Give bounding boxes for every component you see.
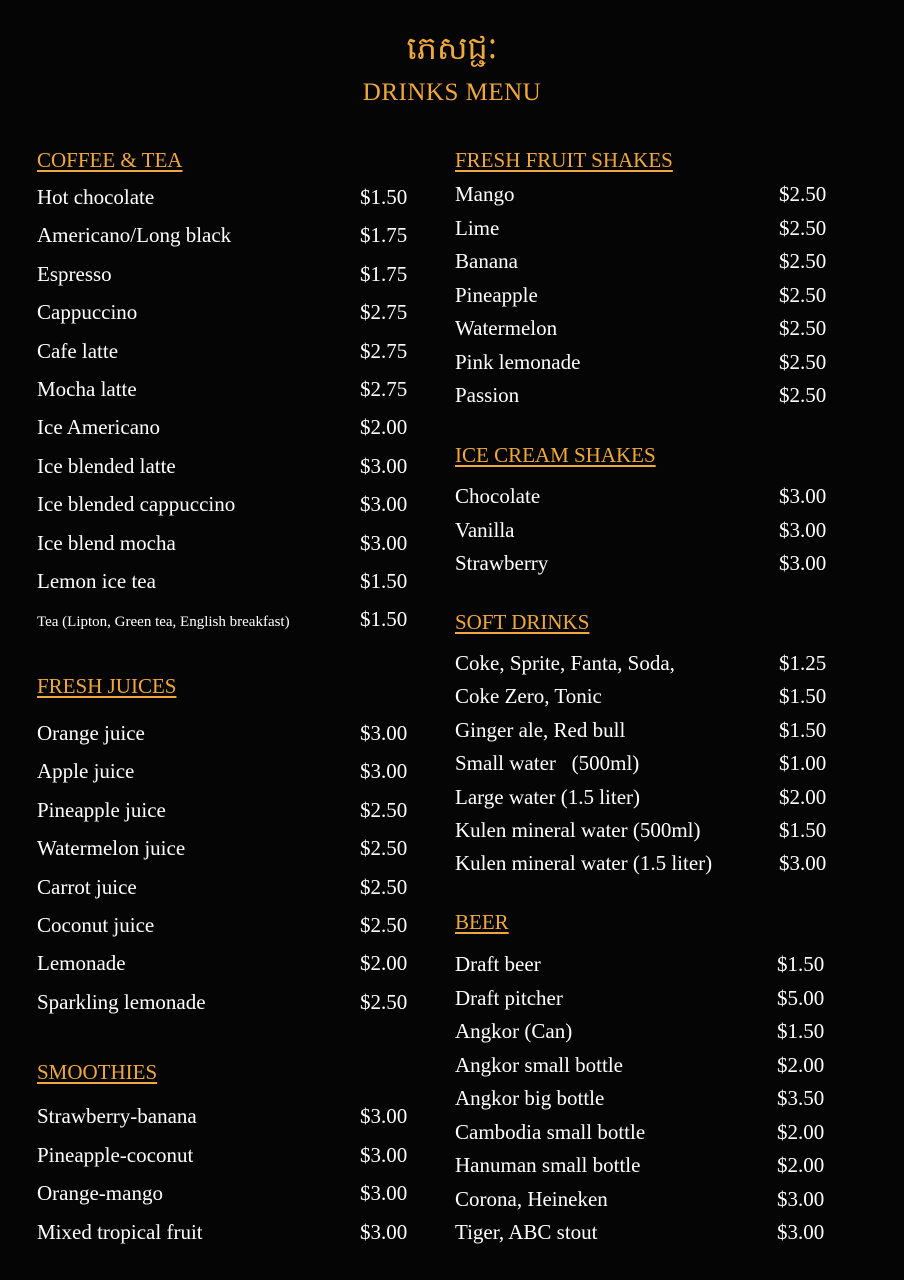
item-name: Ice blended latte bbox=[37, 453, 176, 478]
item-price: $2.50 bbox=[360, 797, 408, 822]
item-name: Tiger, ABC stout bbox=[455, 1220, 598, 1244]
item-price: $2.50 bbox=[360, 836, 408, 861]
item-price: $2.50 bbox=[779, 182, 827, 206]
item-name: Banana bbox=[455, 249, 518, 273]
item-name: Watermelon bbox=[455, 316, 558, 340]
item-name: Pineapple juice bbox=[37, 797, 166, 822]
item-price: $1.25 bbox=[779, 651, 827, 675]
item-name: Pink lemonade bbox=[455, 349, 581, 374]
section-fresh-juices bbox=[37, 674, 417, 1014]
item-price: $3.00 bbox=[779, 851, 827, 876]
section-title: FRESH FRUIT SHAKES bbox=[455, 148, 673, 172]
item-price: $3.00 bbox=[779, 551, 827, 575]
item-name: Lemon ice tea bbox=[37, 569, 156, 593]
item-price: $1.50 bbox=[779, 684, 827, 709]
item-price: $1.50 bbox=[777, 1019, 825, 1043]
item-name: Small water (500ml) bbox=[455, 751, 640, 776]
item-price: $2.75 bbox=[360, 338, 408, 363]
item-price: $2.50 bbox=[779, 383, 827, 407]
item-price: $2.50 bbox=[360, 989, 408, 1014]
item-name: Angkor (Can) bbox=[455, 1019, 573, 1043]
item-name: Passion bbox=[455, 383, 520, 407]
section-fresh-fruit-shakes bbox=[455, 148, 845, 418]
item-price: $1.50 bbox=[779, 818, 827, 842]
page-title: DRINKS MENU bbox=[362, 79, 542, 106]
item-name: Kulen mineral water (500ml) bbox=[455, 818, 701, 842]
section-title: FRESH JUICES bbox=[37, 674, 177, 698]
item-price: $1.50 bbox=[779, 717, 827, 742]
item-name: Cambodia small bottle bbox=[455, 1119, 646, 1144]
section-title: SOFT DRINKS bbox=[455, 610, 590, 634]
khmer-title: ភេសជ្ជៈ bbox=[406, 29, 498, 67]
item-price: $1.75 bbox=[360, 261, 408, 286]
item-name: Kulen mineral water (1.5 liter) bbox=[455, 851, 713, 876]
item-name: Orange-mango bbox=[37, 1181, 163, 1206]
item-price: $3.00 bbox=[360, 1181, 408, 1206]
item-name: Large water (1.5 liter) bbox=[455, 784, 641, 809]
section-title: ICE CREAM SHAKES bbox=[455, 443, 656, 467]
item-price: $2.00 bbox=[777, 1119, 825, 1144]
item-name: Hanuman small bottle bbox=[455, 1153, 641, 1177]
item-name: Sparkling lemonade bbox=[37, 989, 206, 1014]
item-name: Orange juice bbox=[37, 721, 145, 745]
section-title: SMOOTHIES bbox=[37, 1060, 158, 1084]
item-name: Cafe latte bbox=[37, 338, 119, 363]
item-name: Vanilla bbox=[455, 517, 515, 542]
item-price: $3.00 bbox=[360, 759, 408, 784]
item-price: $3.00 bbox=[360, 721, 408, 745]
item-price: $2.00 bbox=[360, 951, 408, 976]
item-name: Americano/Long black bbox=[37, 223, 232, 248]
item-name: Coconut juice bbox=[37, 913, 155, 937]
section-smoothies bbox=[37, 1060, 417, 1250]
item-price: $2.50 bbox=[779, 316, 827, 340]
menu-header bbox=[0, 28, 904, 108]
item-name: Angkor big bottle bbox=[455, 1086, 605, 1110]
section-title: COFFEE & TEA bbox=[37, 148, 183, 172]
item-name: Ice Americano bbox=[37, 415, 161, 440]
item-price: $2.00 bbox=[360, 415, 408, 440]
item-price: $3.00 bbox=[777, 1220, 825, 1244]
item-price: $1.50 bbox=[360, 569, 408, 593]
item-name: Angkor small bottle bbox=[455, 1052, 623, 1077]
item-price: $1.75 bbox=[360, 223, 408, 248]
item-price: $1.00 bbox=[779, 751, 827, 776]
item-price: $3.00 bbox=[779, 484, 827, 508]
item-name: Coke Zero, Tonic bbox=[455, 684, 602, 709]
item-price: $2.75 bbox=[360, 300, 408, 325]
item-price: $2.50 bbox=[360, 913, 408, 937]
item-price: $1.50 bbox=[360, 607, 408, 632]
item-price: $2.50 bbox=[779, 282, 827, 307]
item-name: Mango bbox=[455, 182, 515, 206]
item-name: Carrot juice bbox=[37, 874, 137, 899]
item-price: $3.00 bbox=[360, 530, 408, 555]
item-name: Lime bbox=[455, 215, 500, 240]
item-price: $3.00 bbox=[360, 492, 408, 517]
section-title: BEER bbox=[455, 910, 509, 934]
item-name: Ice blended cappuccino bbox=[37, 492, 236, 517]
item-price: $2.75 bbox=[360, 377, 408, 401]
item-price: $3.50 bbox=[777, 1086, 825, 1110]
item-price: $3.00 bbox=[360, 453, 408, 478]
item-price: $2.50 bbox=[779, 249, 827, 273]
item-name: Draft pitcher bbox=[455, 985, 563, 1010]
item-name: Strawberry bbox=[455, 551, 549, 575]
item-price: $3.00 bbox=[779, 517, 827, 542]
item-price: $3.00 bbox=[360, 1219, 408, 1244]
item-price: $2.00 bbox=[777, 1153, 825, 1177]
item-price: $2.00 bbox=[779, 784, 827, 809]
item-name: Watermelon juice bbox=[37, 836, 186, 861]
item-price: $2.50 bbox=[360, 874, 408, 899]
item-name: Espresso bbox=[37, 261, 112, 286]
item-name: Pineapple-coconut bbox=[37, 1142, 194, 1167]
section-soft-drinks bbox=[455, 610, 845, 880]
item-name: Chocolate bbox=[455, 484, 541, 508]
item-name: Mixed tropical fruit bbox=[37, 1219, 203, 1244]
item-name: Strawberry-banana bbox=[37, 1104, 197, 1128]
item-price: $1.50 bbox=[360, 185, 408, 209]
item-price: $3.00 bbox=[777, 1186, 825, 1211]
item-price: $2.50 bbox=[779, 349, 827, 374]
item-name: Lemonade bbox=[37, 951, 126, 976]
item-name: Coke, Sprite, Fanta, Soda, bbox=[455, 651, 675, 675]
item-name: Hot chocolate bbox=[37, 185, 155, 209]
item-price: $3.00 bbox=[360, 1142, 408, 1167]
item-name: Apple juice bbox=[37, 759, 135, 784]
item-price: $3.00 bbox=[360, 1104, 408, 1128]
section-coffee-tea bbox=[37, 148, 417, 638]
item-name: Ice blend mocha bbox=[37, 530, 176, 555]
item-name: Pineapple bbox=[455, 282, 538, 307]
item-name: Draft beer bbox=[455, 952, 541, 976]
item-price: $1.50 bbox=[777, 952, 825, 976]
item-name: Ginger ale, Red bull bbox=[455, 717, 626, 742]
item-price: $2.50 bbox=[779, 215, 827, 240]
section-ice-cream-shakes bbox=[455, 443, 845, 583]
item-name: Mocha latte bbox=[37, 377, 137, 401]
item-name: Corona, Heineken bbox=[455, 1186, 608, 1211]
section-beer bbox=[455, 910, 845, 1250]
item-price: $2.00 bbox=[777, 1052, 825, 1077]
item-name: Tea (Lipton, Green tea, English breakfast) bbox=[37, 614, 290, 631]
item-price: $5.00 bbox=[777, 985, 825, 1010]
item-name: Cappuccino bbox=[37, 300, 138, 325]
